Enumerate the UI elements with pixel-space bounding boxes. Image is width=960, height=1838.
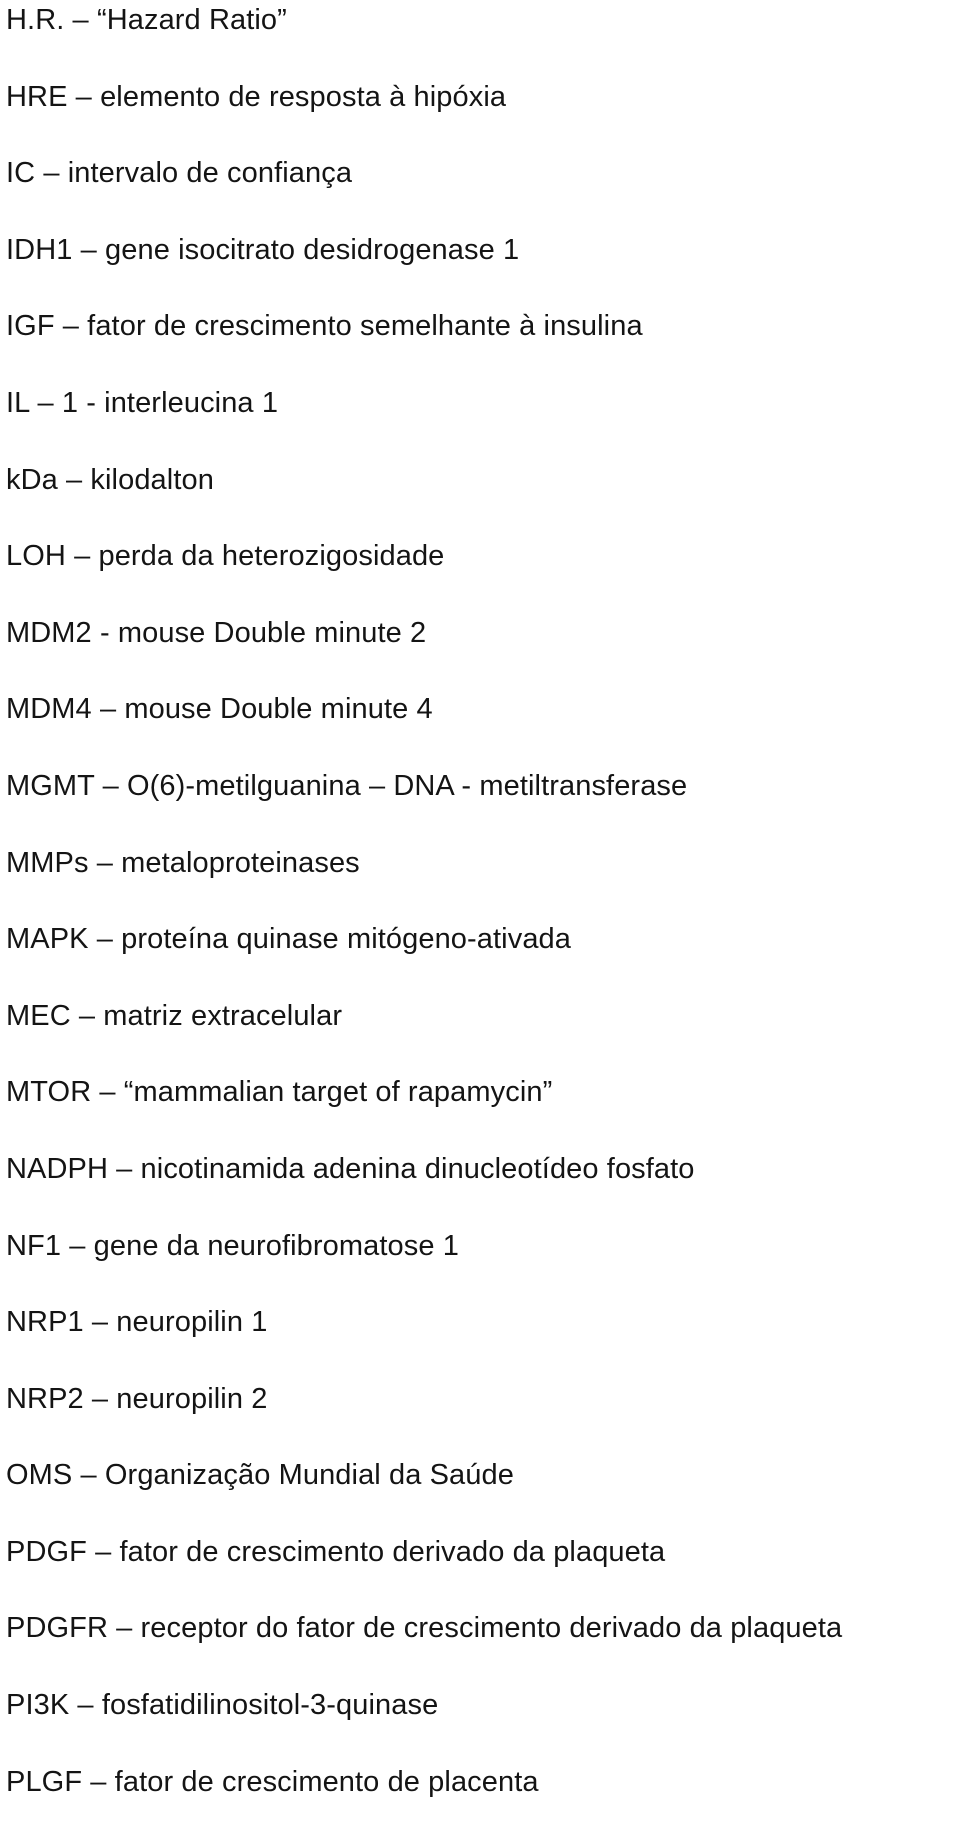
abbreviation-entry-pdgf: PDGF – fator de crescimento derivado da plaqueta xyxy=(6,1535,666,1568)
abbreviation-entry-mdm2: MDM2 - mouse Double minute 2 xyxy=(6,616,427,649)
abbreviation-entry-il1: IL – 1 - interleucina 1 xyxy=(6,386,279,419)
abbreviation-entry-ic: IC – intervalo de confiança xyxy=(6,157,353,190)
abbreviation-entry-mmps: MMPs – metaloproteinases xyxy=(6,846,360,879)
abbreviation-entry-igf: IGF – fator de crescimento semelhante à insulina xyxy=(6,310,643,343)
abbreviation-entry-mdm4: MDM4 – mouse Double minute 4 xyxy=(6,693,433,726)
abbreviation-entry-pi3k: PI3K – fosfatidilinositol-3-quinase xyxy=(6,1689,439,1722)
abbreviation-entry-hr: H.R. – “Hazard Ratio” xyxy=(6,4,287,36)
abbreviation-entry-mtor: MTOR – “mammalian target of rapamycin” xyxy=(6,1076,553,1109)
abbreviation-list xyxy=(6,0,956,1838)
abbreviation-entry-plgf: PLGF – fator de crescimento de placenta xyxy=(6,1765,539,1798)
abbreviation-entry-pdgfr: PDGFR – receptor do fator de crescimento derivado da plaqueta xyxy=(6,1612,843,1645)
abbreviation-entry-mgmt: MGMT – O(6)-metilguanina – DNA - metiltransferase xyxy=(6,769,688,802)
abbreviation-entry-loh: LOH – perda da heterozigosidade xyxy=(6,540,445,573)
abbreviation-entry-nrp2: NRP2 – neuropilin 2 xyxy=(6,1382,268,1415)
abbreviation-entry-idh1: IDH1 – gene isocitrato desidrogenase 1 xyxy=(6,233,520,266)
abbreviation-entry-nf1: NF1 – gene da neurofibromatose 1 xyxy=(6,1229,459,1262)
abbreviation-entry-hre: HRE – elemento de resposta à hipóxia xyxy=(6,80,507,113)
abbreviation-entry-mec: MEC – matriz extracelular xyxy=(6,999,343,1032)
abbreviation-entry-mapk: MAPK – proteína quinase mitógeno-ativada xyxy=(6,923,572,956)
abbreviation-entry-kda: kDa – kilodalton xyxy=(6,463,214,496)
abbreviation-entry-nrp1: NRP1 – neuropilin 1 xyxy=(6,1306,268,1339)
abbreviation-entry-nadph: NADPH – nicotinamida adenina dinucleotídeo fosfato xyxy=(6,1152,695,1185)
abbreviation-entry-oms: OMS – Organização Mundial da Saúde xyxy=(6,1459,514,1492)
